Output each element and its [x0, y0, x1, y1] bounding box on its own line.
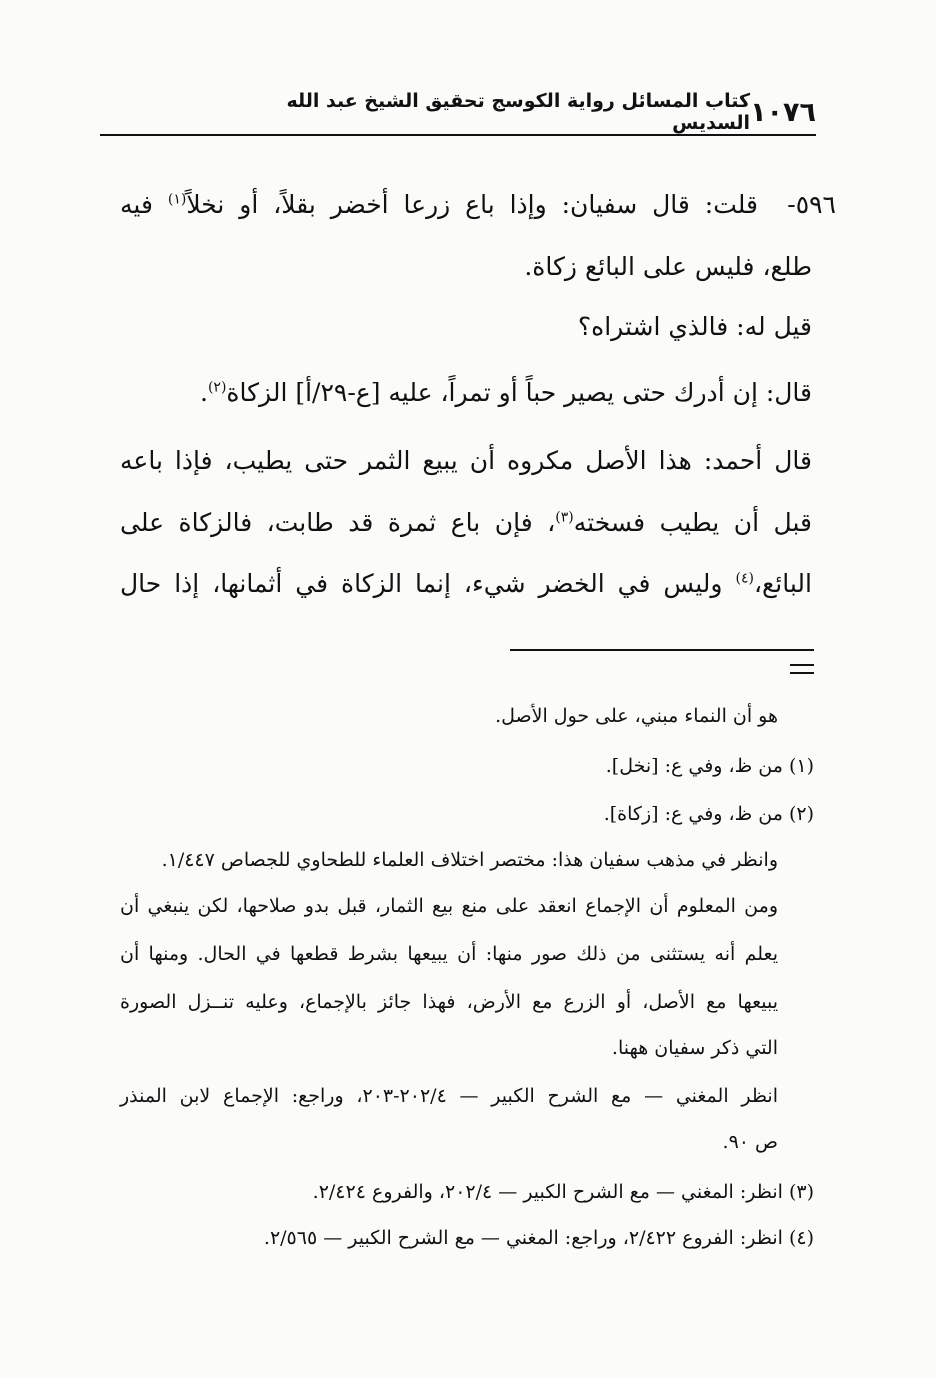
footnote-4: (٤) انظر: الفروع ٢/٤٢٢، وراجع: المغني — مع الشرح الكبير — ٢/٥٦٥. [263, 1227, 814, 1249]
main-line-4-end: . [200, 378, 208, 407]
main-line-6-text: قبل أن يطيب فسخته [573, 508, 812, 537]
main-line-1 [120, 176, 758, 234]
footnote-ref-1[interactable]: (١) [167, 191, 187, 208]
main-line-7-end: وليس في الخضر شيء، إنما الزكاة في أثمانها، إذا حال [120, 569, 736, 598]
main-line-2: طلع، فليس على البائع زكاة. [524, 252, 812, 281]
footnote-ref-4[interactable]: (٤) [735, 570, 754, 587]
footnote-2-para-3-line-1: انظر المغني — مع الشرح الكبير — ٢٠٢/٤-٢٠٣، وراجع: الإجماع لابن المنذر [120, 1085, 778, 1107]
main-line-3: قيل له: فالذي اشتراه؟ [577, 312, 812, 341]
main-line-6 [120, 494, 812, 552]
footnote-ref-3[interactable]: (٣) [555, 509, 574, 526]
footnote-separator [510, 649, 814, 651]
book-title: كتاب المسائل رواية الكوسج تحقيق الشيخ عبد الله السديس [286, 90, 751, 134]
header-rule [100, 134, 816, 136]
running-header [100, 92, 816, 132]
footnote-2-para-3-line-2: ص ٩٠. [722, 1131, 778, 1153]
main-line-1-text: قلت: قال سفيان: وإذا باع زرعا أخضر بقلاً، أو نخلاً [186, 190, 758, 219]
footnote-ref-2[interactable]: (٢) [207, 379, 227, 396]
footnote-continued-line: هو أن النماء مبني، على حول الأصل. [495, 705, 778, 727]
footnote-2-para-2-line-3: يبيعها مع الأصل، أو الزرع مع الأرض، فهذا جائز بالإجماع، وعليه تنــزل الصورة [120, 991, 778, 1013]
footnote-2-para-2-line-2: يعلم أنه يستثنى من ذلك صور منها: أن يبيعها بشرط قطعها في الحال. ومنها أن [120, 943, 778, 965]
footnote-2-para-1: وانظر في مذهب سفيان هذا: مختصر اختلاف العلماء للطحاوي للجصاص ١/٤٤٧. [161, 849, 778, 871]
issue-number: ٥٩٦- [787, 190, 836, 219]
footnote-continuation-mark [790, 664, 814, 684]
main-line-1-end: فيه [120, 190, 168, 219]
issue-596-first-line [120, 176, 836, 234]
main-line-7 [120, 555, 812, 613]
footnote-1: (١) من ظ، وفي ع: [نخل]. [605, 755, 814, 777]
footnote-2: (٢) من ظ، وفي ع: [زكاة]. [603, 803, 814, 825]
main-line-4 [200, 364, 812, 422]
main-line-4-text: قال: إن أدرك حتى يصير حباً أو تمراً، عليه [ع-٢٩/أ] الزكاة [226, 378, 812, 407]
footnote-2-para-2-line-1: ومن المعلوم أن الإجماع انعقد على منع بيع الثمار، قبل بدو صلاحها، لكن ينبغي أن [120, 895, 778, 917]
page-number: ١٠٧٦ [750, 96, 816, 128]
footnote-2-para-2-line-4: التي ذكر سفيان ههنا. [611, 1037, 778, 1059]
footnote-3: (٣) انظر: المغني — مع الشرح الكبير — ٢٠٢/٤، والفروع ٢/٤٢٤. [312, 1181, 814, 1203]
main-line-6-end: ، فإن باع ثمرة قد طابت، فالزكاة على [120, 508, 556, 537]
main-line-7-text: البائع، [753, 569, 812, 598]
main-line-5: قال أحمد: هذا الأصل مكروه أن يبيع الثمر حتى يطيب، فإذا باعه [120, 446, 812, 475]
